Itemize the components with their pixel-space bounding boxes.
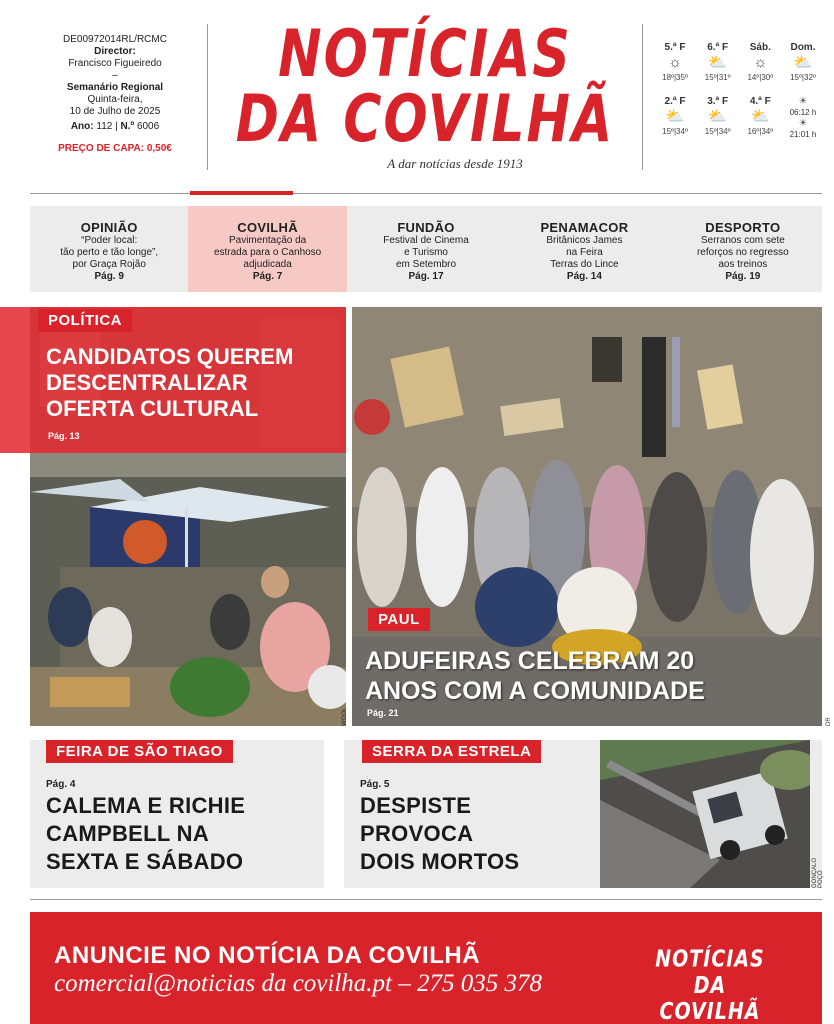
number-label: N.º — [120, 121, 135, 132]
ad-headline: ANUNCIE NO NOTÍCIA DA COVILHÃ — [54, 942, 481, 969]
logo-line-1: NOTÍCIAS — [655, 946, 765, 973]
temperature: 15º|32º — [790, 73, 816, 82]
headline-line: ANOS COM A COMUNIDADE — [365, 677, 705, 705]
teaser-text: “Poder local: — [81, 235, 138, 246]
section-teaser-fundao[interactable] — [347, 206, 505, 292]
forecast-day — [698, 96, 738, 140]
teaser-text: aos treinos — [718, 259, 768, 270]
weekday: Quinta-feira, — [87, 94, 143, 105]
masthead-rule — [30, 193, 822, 194]
forecast-day — [740, 96, 780, 140]
number-value: 6006 — [136, 121, 160, 132]
section-teaser-penamacor[interactable] — [505, 206, 663, 292]
temperature: 15º|34º — [662, 127, 688, 136]
sun-times — [783, 96, 823, 140]
headline-line: PROVOCA — [360, 821, 474, 846]
section-title: OPINIÃO — [80, 220, 138, 235]
forecast-day — [655, 42, 695, 82]
headline-line: DESCENTRALIZAR — [46, 370, 248, 395]
temperature: 15º|31º — [704, 73, 731, 82]
section-title: PENAMACOR — [540, 220, 629, 235]
section-tag-politica[interactable]: POLÍTICA — [38, 309, 132, 332]
temperature: 15º|34º — [704, 127, 731, 136]
page-ref: Pág. 19 — [725, 271, 761, 282]
slogan: A dar notícias desde 1913 — [387, 156, 523, 171]
section-title: FUNDÃO — [397, 220, 455, 235]
partly-cloudy-icon: ⛅ — [750, 108, 770, 125]
partly-cloudy-icon: ⛅ — [708, 108, 727, 125]
day-label: 2.ª F — [664, 96, 686, 107]
headline-line: DOIS MORTOS — [360, 849, 520, 874]
section-teaser-opiniao[interactable] — [30, 206, 188, 292]
issue-date: 10 de Julho de 2025 — [69, 106, 161, 117]
registry-number: DE00972014RL/RCMC — [63, 34, 167, 45]
headline-line: CANDIDATOS QUEREM — [46, 344, 294, 369]
lead-headline-right[interactable] — [365, 646, 815, 706]
director-name: Francisco Figueiredo — [68, 58, 162, 69]
teaser-text: estrada para o Canhoso — [213, 247, 322, 258]
year-label: Ano: — [70, 121, 94, 132]
page-ref: Pág. 13 — [48, 431, 80, 441]
page-ref: Pág. 17 — [408, 271, 444, 282]
newspaper-logo[interactable] — [218, 17, 632, 157]
teaser-text: Festival de Cinema — [383, 235, 469, 246]
edition-type: Semanário Regional — [66, 82, 164, 93]
weather-row-1 — [655, 42, 823, 82]
page-ref: Pág. 7 — [252, 271, 283, 282]
teaser-text: adjudicada — [243, 259, 292, 270]
logo-line-1: NOTÍCIAS — [278, 17, 572, 92]
photo-crashed-car[interactable] — [600, 740, 810, 888]
section-teaser-covilha[interactable] — [188, 206, 346, 292]
teaser-text: tão perto e tão longe”, — [60, 247, 159, 258]
teaser-text: por Graça Rojão — [72, 259, 146, 270]
page-ref: Pág. 5 — [360, 779, 390, 790]
forecast-day — [740, 42, 780, 82]
section-title: DESPORTO — [705, 220, 781, 235]
section-title: COVILHÃ — [237, 220, 298, 235]
photo-credit: WOOL — [342, 707, 348, 726]
forecast-day — [698, 42, 738, 82]
director-label: Director: — [94, 46, 136, 57]
headline-line: CALEMA E RICHIE — [46, 793, 246, 818]
photo-credit: GONÇALO POÇO — [812, 857, 824, 888]
headline-line: ADUFEIRAS CELEBRAM 20 — [365, 647, 695, 675]
edition-info — [30, 34, 200, 155]
weather-forecast — [655, 42, 823, 154]
teaser-text: reforços no regresso — [696, 247, 789, 258]
day-label: Sáb. — [749, 42, 771, 53]
partly-cloudy-icon: ⛅ — [708, 54, 727, 71]
sunset-time: 21:01 h — [789, 130, 817, 139]
temperature: 18º|35º — [662, 73, 688, 82]
story-headline-feira[interactable] — [46, 792, 245, 876]
section-tag-serra[interactable]: SERRA DA ESTRELA — [362, 740, 541, 763]
forecast-day — [655, 96, 695, 140]
page-ref: Pág. 21 — [367, 708, 399, 718]
sunset-icon: ☀︎ — [798, 118, 808, 129]
day-label: Dom. — [790, 42, 816, 53]
day-label: 4.ª F — [749, 96, 771, 107]
ad-contact[interactable]: comercial@noticias da covilha.pt – 275 035 378 — [54, 970, 542, 997]
headline-line: SEXTA E SÁBADO — [46, 849, 244, 874]
section-tag-paul[interactable]: PAUL — [368, 608, 430, 631]
page-ref: Pág. 9 — [94, 271, 124, 282]
temperature: 16º|34º — [747, 127, 774, 136]
day-label: 6.ª F — [707, 42, 729, 53]
teaser-text: em Setembro — [396, 259, 457, 270]
page-ref: Pág. 14 — [566, 271, 602, 282]
sun-icon: ☼ — [668, 54, 682, 71]
year-value: 112 — [96, 121, 113, 132]
section-tag-feira[interactable]: FEIRA DE SÃO TIAGO — [46, 740, 233, 763]
divider — [642, 24, 643, 170]
divider — [207, 24, 208, 170]
day-label: 3.ª F — [707, 96, 729, 107]
day-label: 5.ª F — [664, 42, 686, 53]
teaser-text: Serranos com sete — [700, 235, 785, 246]
temperature: 14º|30º — [747, 73, 774, 82]
teaser-text: Terras do Lince — [550, 259, 619, 270]
forecast-day — [783, 42, 823, 82]
logo-line-2: DA COVILHÃ — [659, 972, 761, 1024]
story-headline-serra[interactable] — [360, 792, 519, 876]
lead-headline-left[interactable] — [46, 344, 346, 422]
masthead-accent-rule — [190, 191, 293, 195]
section-teaser-desporto[interactable] — [664, 206, 822, 292]
dash: – — [112, 70, 118, 81]
partly-cloudy-icon: ⛅ — [665, 108, 685, 125]
sunrise-icon: ☀︎ — [798, 96, 808, 107]
logo-line-2: DA COVILHÃ — [235, 82, 615, 157]
footer-rule — [30, 899, 822, 900]
partly-cloudy-icon: ⛅ — [793, 54, 813, 71]
photo-credit: DR — [826, 717, 832, 726]
teaser-text: Britânicos James — [546, 235, 623, 246]
headline-line: DESPISTE — [360, 793, 472, 818]
headline-line: OFERTA CULTURAL — [46, 396, 259, 421]
section-teasers — [30, 206, 822, 292]
separator: | — [115, 121, 118, 132]
teaser-text: e Turismo — [404, 247, 448, 258]
page-ref: Pág. 4 — [46, 779, 76, 790]
headline-line: CAMPBELL NA — [46, 821, 210, 846]
weather-row-2 — [655, 96, 823, 140]
photo-crash-scene — [600, 740, 810, 888]
ad-logo — [640, 946, 780, 1024]
sunrise-time: 06:12 h — [789, 108, 817, 117]
teaser-text: na Feira — [566, 247, 603, 258]
sun-icon: ☼ — [753, 54, 768, 71]
cover-price: PREÇO DE CAPA: 0,50€ — [58, 143, 172, 154]
teaser-text: Pavimentação da — [228, 235, 307, 246]
